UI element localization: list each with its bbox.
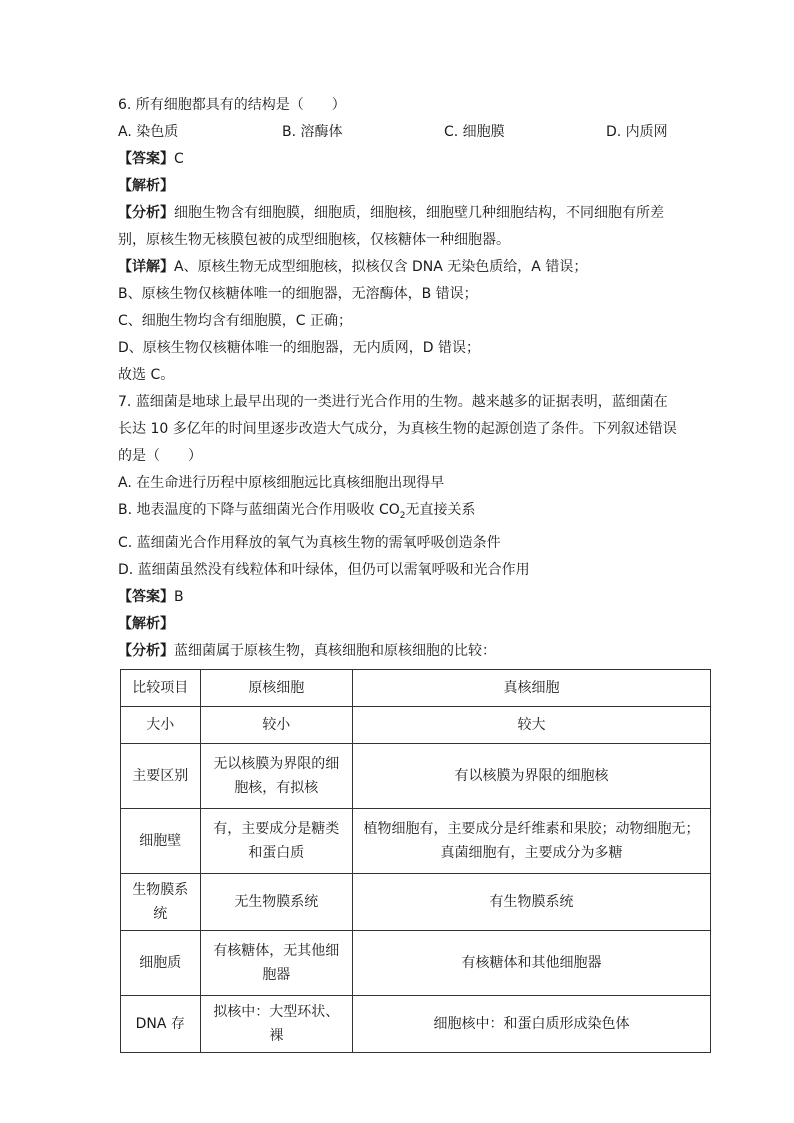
q6-xiangjie-line-a (118, 254, 712, 281)
q6-xiangjie-b: B、原核生物仅核糖体唯一的细胞器，无溶酶体，B 错误； (118, 286, 478, 302)
q7-fenxi-line (118, 638, 712, 665)
table-cell: 有核糖体，无其他细胞器 (200, 930, 353, 995)
q7-answer: B (174, 588, 184, 605)
table-cell: 细胞壁 (121, 808, 201, 873)
q6-conclusion: 故选 C。 (118, 367, 175, 383)
q6-option-d: D. 内质网 (606, 124, 668, 140)
q7-fenxi-text: 蓝细菌属于原核生物，真核细胞和原核细胞的比较： (174, 642, 496, 659)
table-cell: 有生物膜系统 (353, 873, 711, 930)
q6-fenxi-line-2: 别，原核生物无核膜包被的成型细胞核，仅核糖体一种细胞器。 (118, 232, 510, 248)
q7-analysis-tag: 【解析】 (118, 615, 174, 632)
table-row (121, 873, 711, 930)
table-cell: 大小 (121, 706, 201, 743)
q6-option-b: B. 溶酶体 (282, 124, 343, 140)
table-row (121, 743, 711, 808)
table-header-cell: 原核细胞 (200, 669, 353, 706)
table-cell: DNA 存 (121, 995, 201, 1052)
table-cell: 较小 (200, 706, 353, 743)
table-cell: 细胞核中：和蛋白质形成染色体 (353, 995, 711, 1052)
table-cell: 有核糖体和其他细胞器 (353, 930, 711, 995)
table-header-row (121, 669, 711, 706)
document-page (118, 92, 712, 1053)
q6-answer-line (118, 146, 712, 173)
q6-fenxi-text-1: 细胞生物含有细胞膜，细胞质，细胞核，细胞壁几种细胞结构，不同细胞有所差 (174, 205, 664, 221)
q6-answer: C (174, 151, 184, 167)
q7-option-a: A. 在生命进行历程中原核细胞远比真核细胞出现得早 (118, 475, 445, 491)
table-row (121, 995, 711, 1052)
table-cell: 细胞质 (121, 930, 201, 995)
q7-answer-line (118, 584, 712, 611)
table-cell: 主要区别 (121, 743, 201, 808)
q7-option-c: C. 蓝细菌光合作用释放的氧气为真核生物的需氧呼吸创造条件 (118, 534, 501, 551)
table-cell: 植物细胞有，主要成分是纤维素和果胶；动物细胞无；真菌细胞有，主要成分为多糖 (353, 808, 711, 873)
q7-option-b-post: 无直接关系 (405, 502, 476, 518)
q6-xiangjie-d: D、原核生物仅核糖体唯一的细胞器，无内质网，D 错误； (118, 340, 481, 356)
table-row (121, 706, 711, 743)
q7-stem-3: 的是（ ） (118, 448, 202, 464)
table-cell: 有以核膜为界限的细胞核 (353, 743, 711, 808)
q7-option-b-sub: 2 (399, 510, 406, 521)
q7-option-b-pre: B. 地表温度的下降与蓝细菌光合作用吸收 CO (118, 502, 400, 518)
table-cell: 生物膜系统 (121, 873, 201, 930)
q6-xiangjie-a: A、原核生物无成型细胞核，拟核仅含 DNA 无染色质给，A 错误； (174, 259, 588, 275)
table-cell: 无以核膜为界限的细胞核，有拟核 (200, 743, 353, 808)
q7-answer-tag: 【答案】 (118, 588, 174, 605)
q6-fenxi-line-1 (118, 200, 712, 227)
q6-option-a: A. 染色质 (118, 124, 179, 140)
q6-xiangjie-tag: 【详解】 (118, 259, 174, 275)
q6-fenxi-tag: 【分析】 (118, 205, 174, 221)
q6-options (118, 119, 712, 146)
comparison-table (120, 669, 711, 1053)
q6-answer-tag: 【答案】 (118, 151, 174, 167)
table-row (121, 930, 711, 995)
table-header-cell: 真核细胞 (353, 669, 711, 706)
q7-stem-2: 长达 10 多亿年的时间里逐步改造大气成分，为真核生物的起源创造了条件。下列叙述错误 (118, 421, 677, 437)
table-cell: 较大 (353, 706, 711, 743)
q6-stem: 6. 所有细胞都具有的结构是（ ） (118, 97, 346, 113)
q7-option-d: D. 蓝细菌虽然没有线粒体和叶绿体，但仍可以需氧呼吸和光合作用 (118, 561, 530, 578)
q6-option-c: C. 细胞膜 (444, 124, 505, 140)
table-cell: 有，主要成分是糖类和蛋白质 (200, 808, 353, 873)
q7-option-b (118, 497, 712, 530)
table-cell: 拟核中：大型环状、裸 (200, 995, 353, 1052)
table-row (121, 808, 711, 873)
q6-xiangjie-c: C、细胞生物均含有细胞膜，C 正确； (118, 313, 353, 329)
table-cell: 无生物膜系统 (200, 873, 353, 930)
q7-stem-1: 7. 蓝细菌是地球上最早出现的一类进行光合作用的生物。越来越多的证据表明，蓝细菌在 (118, 394, 668, 410)
table-header-cell: 比较项目 (121, 669, 201, 706)
q6-analysis-tag: 【解析】 (118, 178, 174, 194)
q7-fenxi-tag: 【分析】 (118, 642, 174, 659)
